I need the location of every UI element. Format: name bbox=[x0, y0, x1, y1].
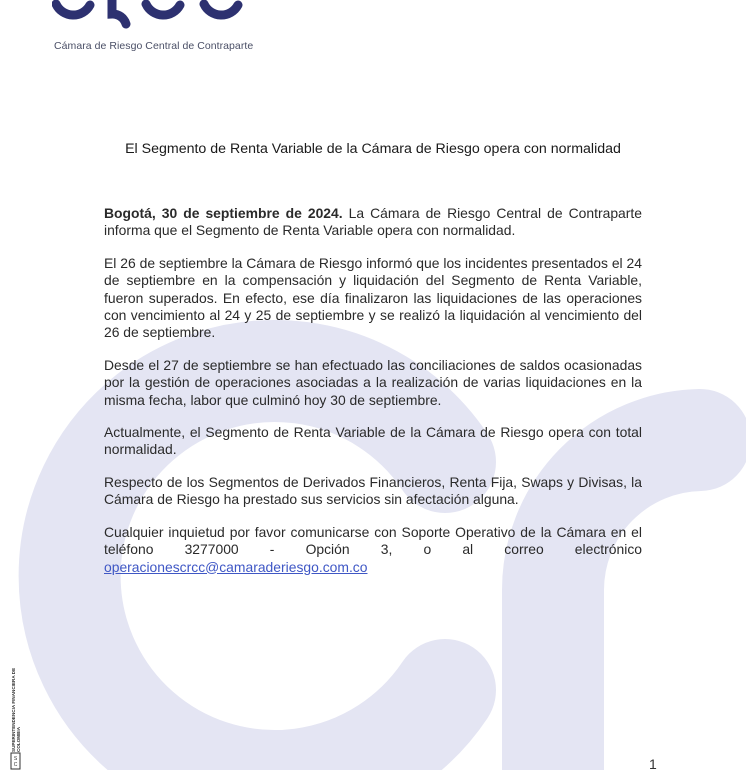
paragraph-contact: Cualquier inquietud por favor comunicarse con Soporte Operativo de la Cámara en el teléfono 3277000 - Opción 3, o al correo electrónico bbox=[104, 523, 642, 558]
paragraph-intro bbox=[104, 205, 642, 240]
superintendencia-badge-icon bbox=[9, 752, 29, 770]
svg-text:C: C bbox=[13, 762, 18, 768]
logo-subtitle: Cámara de Riesgo Central de Contraparte bbox=[54, 40, 254, 52]
page-number: 1 bbox=[649, 756, 657, 770]
dateline: Bogotá, 30 de septiembre de 2024. bbox=[104, 205, 343, 221]
document-title: El Segmento de Renta Variable de la Cámara de Riesgo opera con normalidad bbox=[125, 141, 621, 157]
intro-text: La Cámara de Riesgo Central de Contraparte informa que el Segmento de Renta Variable opera con normalidad. bbox=[104, 205, 642, 239]
paragraph-other-segments: Respecto de los Segmentos de Derivados Financieros, Renta Fija, Swaps y Divisas, la Cámara de Riesgo ha prestado sus servicios sin afectación alguna. bbox=[104, 473, 642, 508]
crcc-logo-mark-icon bbox=[52, 0, 252, 34]
contact-email-link[interactable]: operacionescrcc@camaraderiesgo.com.co bbox=[104, 558, 368, 575]
paragraph-conciliations: Desde el 27 de septiembre se han efectuado las conciliaciones de saldos ocasionadas por la gestión de operaciones asociadas a la realización de varias liquidaciones en la misma fecha, labor que culminó hoy 30 de septiembre. bbox=[104, 356, 642, 408]
badge-text: S bbox=[13, 756, 18, 762]
contact-email-line bbox=[104, 559, 642, 576]
paragraph-status: Actualmente, el Segmento de Renta Variable de la Cámara de Riesgo opera con total normalidad. bbox=[104, 424, 642, 458]
document-body bbox=[104, 205, 642, 591]
paragraph-incidents: El 26 de septiembre la Cámara de Riesgo informó que los incidentes presentados el 24 de septiembre en la compensación y liquidación del Segmento de Renta Variable, fueron superados. En efecto, ese día finalizaron las liquidaciones de las operaciones con vencimiento al 24 y 25 de septiembre y se realizó la liquidación al vencimiento del 26 de septiembre. bbox=[104, 254, 642, 341]
superintendencia-mark: SUPERINTENDENCIA FINANCIERA DE COLOMBIA bbox=[11, 667, 21, 752]
